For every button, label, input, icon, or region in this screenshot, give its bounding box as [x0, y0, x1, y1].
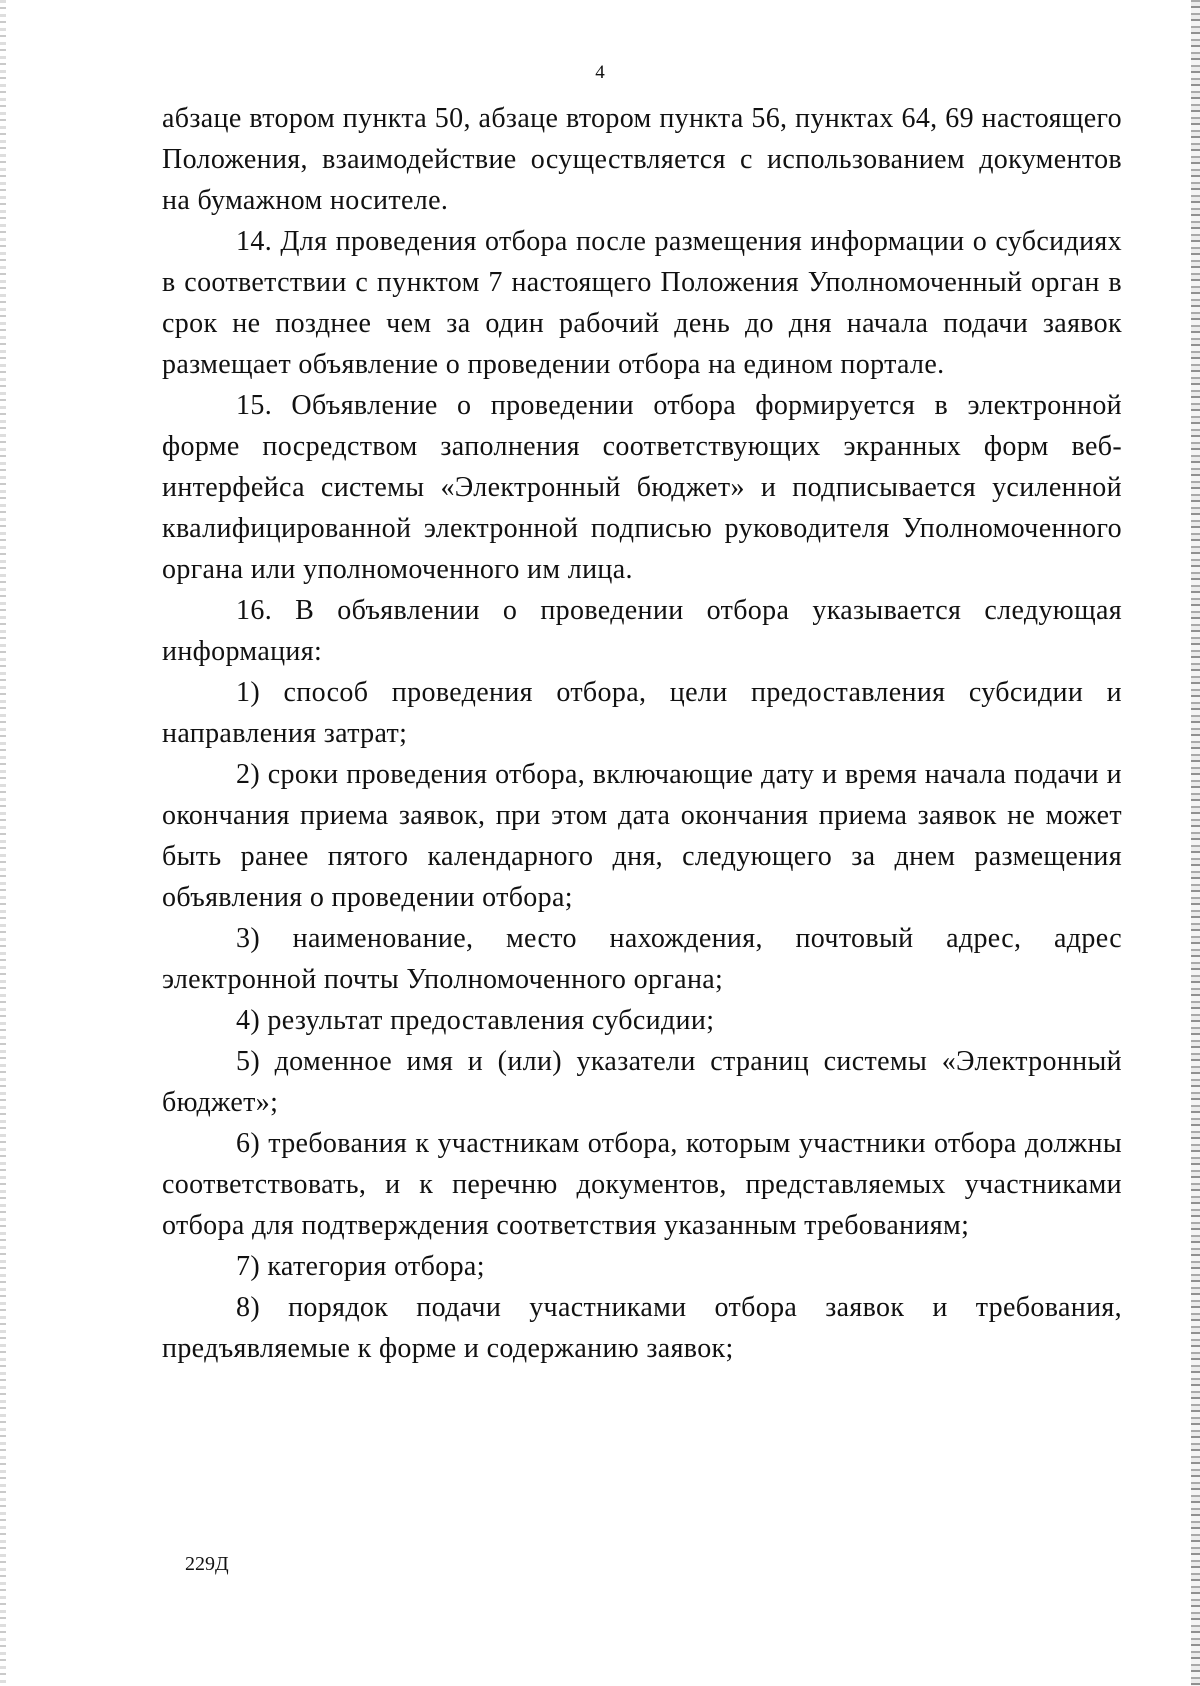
paragraph-15: 15. Объявление о проведении отбора формируется в электронной форме посредством заполнения соответствующих экранных форм веб-интерфейса системы «Электронный бюджет» и подписывается усиленной квалифицированной электронной подписью руководителя Уполномоченного органа или уполномоченного им лица.	[162, 390, 1122, 585]
list-item-6: 6) требования к участникам отбора, которым участники отбора должны соответствовать, и к перечню документов, представляемых участниками отбора для подтверждения соответствия указанным требованиям;	[162, 1128, 1122, 1241]
list-item-4: 4) результат предоставления субсидии;	[236, 1005, 715, 1036]
list-item-5: 5) доменное имя и (или) указатели страниц системы «Электронный бюджет»;	[162, 1046, 1122, 1118]
document-code: 229Д	[185, 1553, 229, 1575]
list-item-3: 3) наименование, место нахождения, почтовый адрес, адрес электронной почты Уполномоченного органа;	[162, 923, 1122, 995]
paragraph-16: 16. В объявлении о проведении отбора указывается следующая информация:	[162, 595, 1122, 667]
paragraph-continuation: абзаце втором пункта 50, абзаце втором пункта 56, пунктах 64, 69 настоящего Положения, взаимодействие осуществляется с использованием документов на бумажном носителе.	[162, 103, 1122, 216]
scan-edge-left	[0, 0, 6, 1686]
list-item-7: 7) категория отбора;	[236, 1251, 485, 1282]
list-item-2: 2) сроки проведения отбора, включающие дату и время начала подачи и окончания приема заявок, при этом дата окончания приема заявок не может быть ранее пятого календарного дня, следующего за днем размещения объявления о проведении отбора;	[162, 759, 1122, 913]
page-number: 4	[595, 62, 605, 83]
scan-edge-right	[1191, 0, 1200, 1686]
list-item-8: 8) порядок подачи участниками отбора заявок и требования, предъявляемые к форме и содержанию заявок;	[162, 1292, 1122, 1364]
list-item-1: 1) способ проведения отбора, цели предоставления субсидии и направления затрат;	[162, 677, 1122, 749]
paragraph-14: 14. Для проведения отбора после размещения информации о субсидиях в соответствии с пунктом 7 настоящего Положения Уполномоченный орган в срок не позднее чем за один рабочий день до дня начала подачи заявок размещает объявление о проведении отбора на едином портале.	[162, 226, 1122, 380]
document-body	[162, 98, 1122, 1369]
